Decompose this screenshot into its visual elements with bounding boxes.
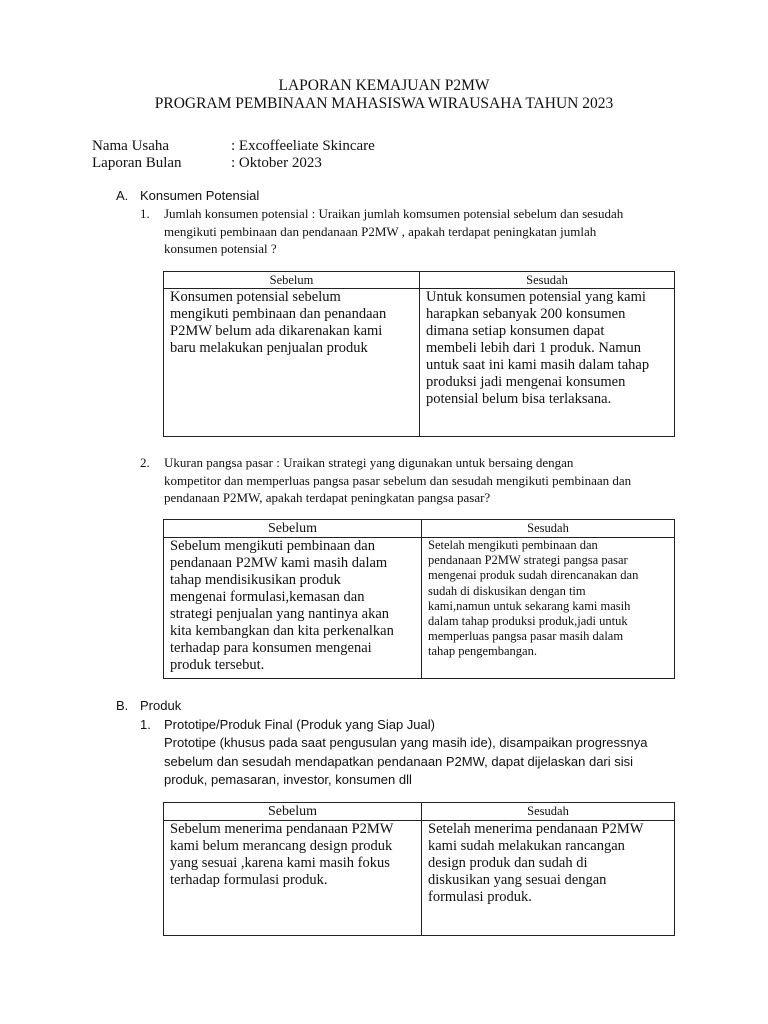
nama-usaha-label: Nama Usaha <box>92 138 170 154</box>
section-a-title: Konsumen Potensial <box>140 188 260 203</box>
cell-line: dalam tahap produksi produk,jadi untuk <box>428 614 628 629</box>
table-header-sebelum: Sebelum <box>164 272 420 289</box>
cell-line: membeli lebih dari 1 produk. Namun <box>426 340 642 356</box>
cell-line: pendanaan P2MW kami masih dalam <box>170 555 388 571</box>
cell-line: strategi penjualan yang nantinya akan <box>170 606 390 622</box>
table-pangsa-pasar <box>163 519 675 679</box>
cell-line: Konsumen potensial sebelum <box>170 289 341 305</box>
cell-line: mengenai formulasi,kemasan dan <box>170 589 365 605</box>
cell-line: diskusikan yang sesuai dengan <box>428 872 607 888</box>
cell-line: sudah di diskusikan dengan tim <box>428 583 586 598</box>
item-a2-line: pendanaan P2MW, apakah terdapat peningkatan pangsa pasar? <box>164 490 491 505</box>
table-cell-sebelum <box>164 821 422 936</box>
item-b1-text <box>164 734 684 790</box>
cell-line: formulasi produk. <box>428 889 532 905</box>
table-cell-sebelum <box>164 538 422 679</box>
cell-line: pendanaan P2MW strategi pangsa pasar <box>428 553 628 568</box>
item-b1-line: Prototipe (khusus pada saat pengusulan yang masih ide), disampaikan progressnya <box>164 735 648 750</box>
cell-line: kami belum merancang design produk <box>170 838 393 854</box>
cell-line: tahap pengembangan. <box>428 644 537 659</box>
table-header-sesudah: Sesudah <box>422 803 675 821</box>
table-cell-sesudah <box>422 538 675 679</box>
item-a1-line: Jumlah konsumen potensial : Uraikan jumlah komsumen potensial sebelum dan sesudah <box>164 206 624 221</box>
table-cell-sesudah <box>420 289 675 437</box>
cell-line: harapkan sebanyak 200 konsumen <box>426 306 626 322</box>
cell-line: Setelah menerima pendanaan P2MW <box>428 821 644 837</box>
item-a2-line: kompetitor dan memperluas pangsa pasar sebelum dan sesudah mengikuti pembinaan dan <box>164 472 632 488</box>
cell-line: Sebelum menerima pendanaan P2MW <box>170 821 394 837</box>
laporan-bulan-value: : Oktober 2023 <box>231 155 322 171</box>
cell-line: untuk saat ini kami masih dalam tahap <box>426 357 650 373</box>
cell-line: baru melakukan penjualan produk <box>170 340 368 356</box>
cell-line: Setelah mengikuti pembinaan dan <box>428 538 598 552</box>
item-b1-line: sebelum dan sesudah mendapatkan pendanaan P2MW, dapat dijelaskan dari sisi <box>164 753 634 769</box>
cell-line: kami,namun untuk sekarang kami masih <box>428 598 631 613</box>
cell-line: P2MW belum ada dikarenakan kami <box>170 323 383 339</box>
table-cell-sebelum <box>164 289 420 437</box>
cell-line: terhadap para konsumen mengenai <box>170 640 372 656</box>
cell-line: kami sudah melakukan rancangan <box>428 838 625 854</box>
table-header-sebelum: Sebelum <box>164 520 422 538</box>
item-b1-heading: Prototipe/Produk Final (Produk yang Siap Jual) <box>164 717 435 732</box>
item-a1-line: mengikuti pembinaan dan pendanaan P2MW , apakah terdapat peningkatan jumlah <box>164 223 597 239</box>
cell-line: mengikuti pembinaan dan penandaan <box>170 306 387 322</box>
cell-line: potensial belum bisa terlaksana. <box>426 391 612 407</box>
item-a1-number: 1. <box>140 206 150 221</box>
report-subtitle: PROGRAM PEMBINAAN MAHASISWA WIRAUSAHA TAHUN 2023 <box>154 95 614 112</box>
table-cell-sesudah <box>422 821 675 936</box>
cell-line: memperluas pangsa pasar masih dalam <box>428 629 624 644</box>
section-b-marker: B. <box>116 698 129 713</box>
table-konsumen-potensial <box>163 271 675 437</box>
item-a2-line: Ukuran pangsa pasar : Uraikan strategi yang digunakan untuk bersaing dengan <box>164 455 574 470</box>
section-b-title: Produk <box>140 698 182 713</box>
table-header-sesudah: Sesudah <box>420 272 675 289</box>
item-a1-line: konsumen potensial ? <box>164 241 277 256</box>
item-a2-text <box>164 454 694 507</box>
table-header-sebelum: Sebelum <box>164 803 422 821</box>
table-produk <box>163 802 675 936</box>
cell-line: terhadap formulasi produk. <box>170 872 328 888</box>
item-a1-text <box>164 205 684 258</box>
item-b1-number: 1. <box>140 717 151 732</box>
cell-line: mengenai produk sudah direncanakan dan <box>428 568 639 583</box>
report-title: LAPORAN KEMAJUAN P2MW <box>278 77 490 94</box>
item-a2-number: 2. <box>140 455 150 470</box>
cell-line: produk tersebut. <box>170 657 265 673</box>
cell-line: produksi jadi mengenai konsumen <box>426 374 626 390</box>
cell-line: tahap mendisikusikan produk <box>170 572 341 588</box>
cell-line: Sebelum mengikuti pembinaan dan <box>170 538 375 554</box>
table-header-sesudah: Sesudah <box>422 520 675 538</box>
cell-line: yang sesuai ,karena kami masih fokus <box>170 855 390 871</box>
cell-line: design produk dan sudah di <box>428 855 588 871</box>
cell-line: kita kembangkan dan kita perkenalkan <box>170 623 394 639</box>
section-a-marker: A. <box>116 188 129 203</box>
nama-usaha-value: : Excoffeeliate Skincare <box>231 138 375 154</box>
laporan-bulan-label: Laporan Bulan <box>92 155 182 171</box>
item-b1-line: produk, pemasaran, investor, konsumen dll <box>164 772 412 787</box>
cell-line: Untuk konsumen potensial yang kami <box>426 289 646 305</box>
cell-line: dimana setiap konsumen dapat <box>426 323 605 339</box>
